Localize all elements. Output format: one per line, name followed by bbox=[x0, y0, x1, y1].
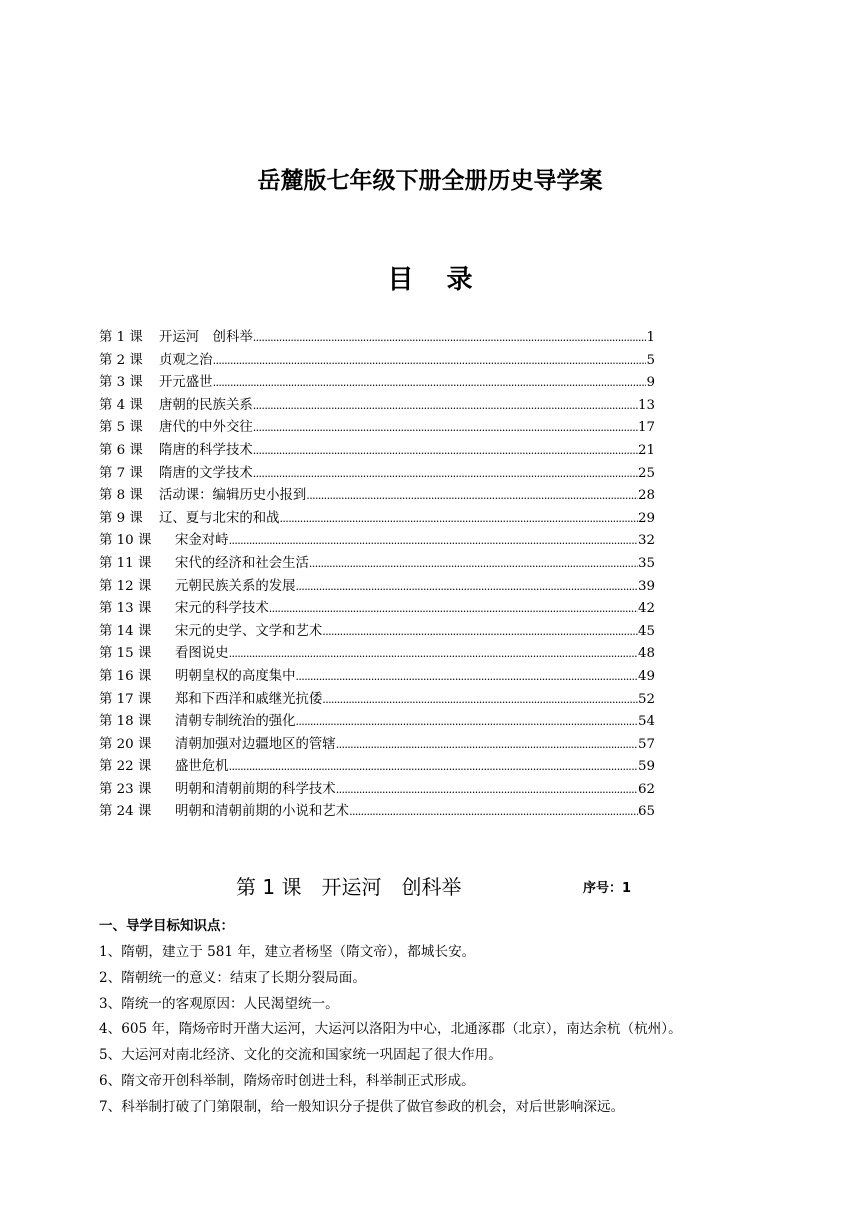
toc-entry[interactable] bbox=[99, 597, 655, 620]
toc-page-number: 49 bbox=[637, 668, 655, 684]
toc-lesson-number: 第 16 课 bbox=[99, 668, 152, 684]
toc-lesson-number: 第 3 课 bbox=[99, 375, 143, 391]
toc-entry[interactable] bbox=[99, 755, 655, 778]
toc-entry[interactable] bbox=[99, 462, 655, 485]
section-heading: 一、导学目标知识点： bbox=[99, 918, 234, 934]
toc-dot-leader bbox=[309, 556, 638, 571]
toc-entry[interactable] bbox=[99, 416, 655, 439]
toc-page-number: 57 bbox=[637, 736, 655, 752]
toc-lesson-number: 第 4 课 bbox=[99, 397, 143, 413]
toc-entry[interactable] bbox=[99, 371, 655, 394]
toc-page-number: 5 bbox=[646, 352, 655, 368]
knowledge-point: 2、隋朝统一的意义：结束了长期分裂局面。 bbox=[99, 969, 366, 986]
toc-page-number: 28 bbox=[637, 488, 655, 504]
toc-lesson-number: 第 23 课 bbox=[99, 781, 152, 797]
toc-lesson-number: 第 14 课 bbox=[99, 623, 152, 639]
document-title: 岳麓版七年级下册全册历史导学案 bbox=[257, 168, 603, 195]
knowledge-points-list bbox=[99, 940, 779, 1121]
toc-dot-leader bbox=[280, 511, 638, 526]
toc-dot-leader bbox=[253, 398, 638, 413]
toc-dot-leader bbox=[336, 737, 638, 752]
lesson-sequence-number: 序号：1 bbox=[583, 881, 632, 896]
lesson-header bbox=[0, 868, 860, 908]
toc-lesson-topic: 看图说史 bbox=[175, 646, 229, 662]
toc-lesson-number: 第 6 课 bbox=[99, 442, 143, 458]
toc-lesson-topic: 宋金对峙 bbox=[175, 533, 229, 549]
toc-lesson-number: 第 10 课 bbox=[99, 533, 152, 549]
lesson-title: 第 1 课 开运河 创科举 bbox=[236, 875, 462, 899]
toc-lesson-topic: 宋元的科学技术 bbox=[175, 601, 269, 617]
toc-dot-leader bbox=[296, 579, 638, 594]
toc-entry[interactable] bbox=[99, 394, 655, 417]
toc-page-number: 62 bbox=[637, 781, 655, 797]
toc-entry[interactable] bbox=[99, 620, 655, 643]
toc-lesson-topic: 贞观之治 bbox=[159, 352, 213, 368]
toc-dot-leader bbox=[306, 488, 638, 503]
toc-lesson-number: 第 24 课 bbox=[99, 804, 152, 820]
toc-page-number: 9 bbox=[646, 375, 655, 391]
toc-entry[interactable] bbox=[99, 778, 655, 801]
toc-lesson-topic: 唐代的中外交往 bbox=[159, 420, 253, 436]
toc-lesson-topic: 隋唐的文学技术 bbox=[159, 465, 253, 481]
toc-entry[interactable] bbox=[99, 575, 655, 598]
toc-lesson-number: 第 7 课 bbox=[99, 465, 143, 481]
toc-dot-leader bbox=[322, 624, 638, 639]
toc-entry[interactable] bbox=[99, 688, 655, 711]
knowledge-point: 6、隋文帝开创科举制，隋炀帝时创进士科，科举制正式形成。 bbox=[99, 1072, 475, 1089]
toc-lesson-topic: 活动课：编辑历史小报到 bbox=[159, 488, 307, 504]
toc-dot-leader bbox=[229, 533, 638, 548]
toc-page-number: 32 bbox=[637, 533, 655, 549]
toc-page-number: 39 bbox=[637, 578, 655, 594]
toc-dot-leader bbox=[253, 466, 638, 481]
toc-dot-leader bbox=[229, 646, 638, 661]
toc-page-number: 25 bbox=[637, 465, 655, 481]
toc-lesson-topic: 明朝皇权的高度集中 bbox=[175, 668, 296, 684]
toc-lesson-topic: 元朝民族关系的发展 bbox=[175, 578, 296, 594]
toc-lesson-number: 第 13 课 bbox=[99, 601, 152, 617]
toc-lesson-topic: 宋代的经济和社会生活 bbox=[175, 555, 309, 571]
toc-entry[interactable] bbox=[99, 733, 655, 756]
toc-page-number: 54 bbox=[637, 714, 655, 730]
knowledge-point: 7、科举制打破了门第限制，给一般知识分子提供了做官参政的机会，对后世影响深远。 bbox=[99, 1098, 625, 1115]
toc-lesson-topic: 明朝和清朝前期的科学技术 bbox=[175, 781, 336, 797]
toc-lesson-number: 第 8 课 bbox=[99, 488, 143, 504]
toc-lesson-number: 第 18 课 bbox=[99, 714, 152, 730]
toc-dot-leader bbox=[213, 375, 647, 390]
toc-lesson-topic: 隋唐的科学技术 bbox=[159, 442, 253, 458]
toc-lesson-topic: 明朝和清朝前期的小说和艺术 bbox=[175, 804, 350, 820]
table-of-contents bbox=[99, 326, 655, 823]
toc-entry[interactable] bbox=[99, 326, 655, 349]
toc-entry[interactable] bbox=[99, 507, 655, 530]
toc-dot-leader bbox=[349, 804, 638, 819]
toc-entry[interactable] bbox=[99, 552, 655, 575]
toc-page-number: 42 bbox=[637, 601, 655, 617]
toc-lesson-number: 第 11 课 bbox=[99, 555, 152, 571]
toc-entry[interactable] bbox=[99, 665, 655, 688]
toc-page-number: 48 bbox=[637, 646, 655, 662]
toc-lesson-number: 第 15 课 bbox=[99, 646, 152, 662]
toc-dot-leader bbox=[296, 669, 638, 684]
toc-page-number: 17 bbox=[637, 420, 655, 436]
knowledge-point: 5、大运河对南北经济、文化的交流和国家统一巩固起了很大作用。 bbox=[99, 1047, 502, 1064]
toc-dot-leader bbox=[253, 330, 647, 345]
toc-lesson-number: 第 12 课 bbox=[99, 578, 152, 594]
toc-lesson-topic: 盛世危机 bbox=[175, 759, 229, 775]
toc-lesson-number: 第 5 课 bbox=[99, 420, 143, 436]
toc-page-number: 29 bbox=[637, 510, 655, 526]
toc-lesson-topic: 开运河 创科举 bbox=[159, 330, 253, 345]
knowledge-point: 4、605 年，隋炀帝时开凿大运河，大运河以洛阳为中心，北通涿郡（北京），南达余杭（杭州）。 bbox=[99, 1021, 682, 1038]
toc-page-number: 52 bbox=[637, 691, 655, 707]
toc-dot-leader bbox=[253, 420, 638, 435]
toc-page-number: 45 bbox=[637, 623, 655, 639]
toc-dot-leader bbox=[322, 692, 638, 707]
toc-lesson-topic: 唐朝的民族关系 bbox=[159, 397, 253, 413]
toc-lesson-number: 第 17 课 bbox=[99, 691, 152, 707]
toc-dot-leader bbox=[229, 759, 638, 774]
toc-entry[interactable] bbox=[99, 349, 655, 372]
toc-entry[interactable] bbox=[99, 710, 655, 733]
toc-lesson-topic: 清朝加强对边疆地区的管辖 bbox=[175, 736, 336, 752]
toc-page-number: 13 bbox=[637, 397, 655, 413]
toc-entry[interactable] bbox=[99, 529, 655, 552]
toc-lesson-number: 第 20 课 bbox=[99, 736, 152, 752]
knowledge-point: 1、隋朝，建立于 581 年，建立者杨坚（隋文帝），都城长安。 bbox=[99, 944, 476, 960]
toc-lesson-number: 第 1 课 bbox=[99, 330, 143, 345]
toc-lesson-topic: 宋元的史学、文学和艺术 bbox=[175, 623, 323, 639]
toc-entry[interactable] bbox=[99, 439, 655, 462]
toc-lesson-number: 第 22 课 bbox=[99, 759, 152, 775]
toc-entry[interactable] bbox=[99, 484, 655, 507]
toc-page-number: 59 bbox=[637, 759, 655, 775]
toc-page-number: 35 bbox=[637, 555, 655, 571]
toc-lesson-number: 第 2 课 bbox=[99, 352, 143, 368]
toc-entry[interactable] bbox=[99, 642, 655, 665]
toc-dot-leader bbox=[336, 782, 638, 797]
toc-page-number: 21 bbox=[637, 442, 655, 458]
toc-dot-leader bbox=[296, 714, 638, 729]
toc-heading: 目 录 bbox=[387, 264, 485, 295]
toc-entry[interactable] bbox=[99, 800, 655, 823]
toc-lesson-topic: 郑和下西洋和戚继光抗倭 bbox=[175, 691, 323, 707]
toc-dot-leader bbox=[253, 443, 638, 458]
toc-lesson-topic: 清朝专制统治的强化 bbox=[175, 714, 296, 730]
knowledge-point: 3、隋统一的客观原因：人民渴望统一。 bbox=[99, 995, 339, 1012]
toc-page-number: 65 bbox=[637, 804, 655, 820]
toc-dot-leader bbox=[213, 353, 647, 368]
toc-dot-leader bbox=[269, 601, 638, 616]
toc-lesson-topic: 辽、夏与北宋的和战 bbox=[159, 510, 280, 526]
toc-lesson-number: 第 9 课 bbox=[99, 510, 143, 526]
toc-lesson-topic: 开元盛世 bbox=[159, 375, 213, 391]
toc-page-number: 1 bbox=[646, 330, 655, 345]
